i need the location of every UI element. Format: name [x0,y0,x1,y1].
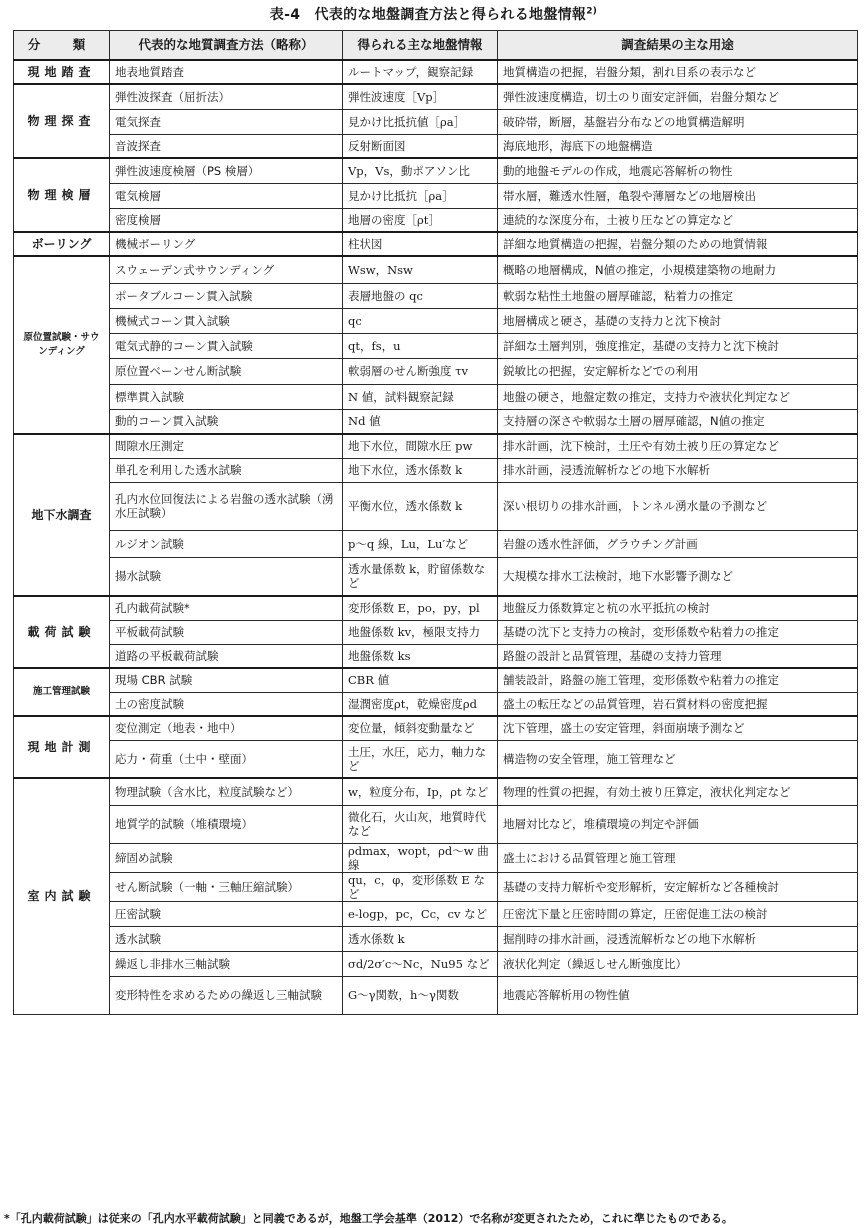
method-cell: 弾性波探査（屈折法） [110,84,343,109]
method-cell: 孔内水位回復法による岩盤の透水試験（湧水圧試験） [110,482,343,530]
table-row [14,283,858,308]
method-cell: 繰返し非排水三軸試験 [110,951,343,976]
use-cell: 深い根切りの排水計画，トンネル湧水量の予測など [498,482,858,530]
method-cell: 電気探査 [110,109,343,134]
table-row [14,644,858,668]
category-cell: 現地踏査 [14,60,110,84]
category-cell: ボーリング [14,232,110,256]
table-row [14,183,858,208]
use-cell: 沈下管理，盛土の安定管理，斜面崩壊予測など [498,716,858,740]
use-cell: 軟弱な粘性土地盤の層厚確認，粘着力の推定 [498,283,858,308]
table-row [14,482,858,530]
method-cell: 孔内載荷試験* [110,596,343,620]
table-row [14,358,858,384]
table-row [14,716,858,740]
table-row [14,740,858,778]
method-cell: 変形特性を求めるための繰返し三軸試験 [110,976,343,1014]
use-cell: 詳細な土層判別，強度推定，基礎の支持力と沈下検討 [498,333,858,358]
info-cell: G〜γ関数，h〜γ関数 [343,976,498,1014]
info-cell: 地下水位，透水係数 k [343,458,498,482]
use-cell: 構造物の安全管理，施工管理など [498,740,858,778]
method-cell: ルジオン試験 [110,530,343,557]
info-cell: 地盤係数 kv，極限支持力 [343,620,498,644]
title-reference: 2) [586,6,598,17]
table-row [14,256,858,283]
method-cell: 平板載荷試験 [110,620,343,644]
category-cell: 原位置試験・サウンディング [14,256,110,434]
table-row [14,805,858,843]
category-cell: 施工管理試験 [14,668,110,716]
table-row [14,458,858,482]
info-cell: 地下水位，間隙水圧 pw [343,434,498,458]
method-cell: 音波探査 [110,134,343,158]
table-row [14,208,858,232]
category-cell: 室内試験 [14,778,110,1014]
use-cell: 連続的な深度分布，土被り圧などの算定など [498,208,858,232]
use-cell: 盛土における品質管理と施工管理 [498,843,858,872]
info-cell: 表層地盤の qc [343,283,498,308]
category-cell: 載荷試験 [14,596,110,668]
table-title-text: 表-4 代表的な地盤調査方法と得られる地盤情報 [269,7,587,23]
info-cell: 弾性波速度［Vp］ [343,84,498,109]
info-cell: 柱状図 [343,232,498,256]
method-cell: 機械式コーン貫入試験 [110,308,343,333]
info-cell: 微化石，火山灰，地質時代など [343,805,498,843]
info-cell: ρdmax，wopt，ρd〜w 曲線 [343,843,498,872]
method-cell: 道路の平板載荷試験 [110,644,343,668]
table-row [14,134,858,158]
category-cell: 現地計測 [14,716,110,778]
table-row [14,668,858,692]
info-cell: 地盤係数 ks [343,644,498,668]
use-cell: 物理的性質の把握，有効土被り圧算定，液状化判定など [498,778,858,805]
use-cell: 圧密沈下量と圧密時間の算定，圧密促進工法の検討 [498,901,858,926]
table-body [14,60,858,1014]
method-cell: 変位測定（地表・地中） [110,716,343,740]
use-cell: 動的地盤モデルの作成，地震応答解析の物性 [498,158,858,183]
survey-methods-table [13,30,858,1015]
table-row [14,84,858,109]
method-cell: 物理試験（含水比，粒度試験など） [110,778,343,805]
method-cell: 電気検層 [110,183,343,208]
use-cell: 破砕帯，断層，基盤岩分布などの地質構造解明 [498,109,858,134]
method-cell: 地表地質踏査 [110,60,343,84]
category-cell: 地下水調査 [14,434,110,596]
info-cell: qt，fs，u [343,333,498,358]
use-cell: 基礎の支持力解析や変形解析，安定解析など各種検討 [498,872,858,901]
use-cell: 概略の地層構成，N値の推定，小規模建築物の地耐力 [498,256,858,283]
info-cell: 湿潤密度ρt，乾燥密度ρd [343,692,498,716]
use-cell: 海底地形，海底下の地盤構造 [498,134,858,158]
method-cell: 現場 CBR 試験 [110,668,343,692]
use-cell: 帯水層，難透水性層，亀裂や薄層などの地層検出 [498,183,858,208]
method-cell: 原位置ベーンせん断試験 [110,358,343,384]
table-row [14,232,858,256]
table-row [14,60,858,84]
category-cell: 物理検層 [14,158,110,232]
method-cell: スウェーデン式サウンディング [110,256,343,283]
method-cell: 間隙水圧測定 [110,434,343,458]
info-cell: σd/2σ′c〜Nc，Nu95 など [343,951,498,976]
use-cell: 支持層の深さや軟弱な土層の層厚確認，N値の推定 [498,409,858,434]
header-category: 分 類 [14,31,110,61]
category-cell: 物理探査 [14,84,110,158]
use-cell: 地層構成と硬さ，基礎の支持力と沈下検討 [498,308,858,333]
use-cell: 詳細な地質構造の把握，岩盤分類のための地質情報 [498,232,858,256]
table-row [14,778,858,805]
info-cell: 土圧，水圧，応力，軸力など [343,740,498,778]
table-row [14,308,858,333]
table-row [14,620,858,644]
table-row [14,901,858,926]
use-cell: 舗装設計，路盤の施工管理，変形係数や粘着力の推定 [498,668,858,692]
method-cell: 地質学的試験（堆積環境） [110,805,343,843]
method-cell: 電気式静的コーン貫入試験 [110,333,343,358]
footnote: *「孔内載荷試験」は従来の「孔内水平載荷試験」と同義であるが，地盤工学会基準（2012）で名称が変更されたため，これに準じたものである。 [4,1212,733,1225]
table-row [14,926,858,951]
method-cell: 応力・荷重（土中・壁面） [110,740,343,778]
use-cell: 基礎の沈下と支持力の検討，変形係数や粘着力の推定 [498,620,858,644]
use-cell: 鋭敏比の把握，安定解析などでの利用 [498,358,858,384]
method-cell: 土の密度試験 [110,692,343,716]
info-cell: 変形係数 E，po，py，pl [343,596,498,620]
info-cell: Nd 値 [343,409,498,434]
method-cell: 動的コーン貫入試験 [110,409,343,434]
method-cell: 弾性波速度検層（PS 検層） [110,158,343,183]
method-cell: 標準貫入試験 [110,384,343,409]
info-cell: ルートマップ，観察記録 [343,60,498,84]
header-row [14,31,858,61]
table-title [0,4,867,24]
use-cell: 液状化判定（繰返しせん断強度比） [498,951,858,976]
header-use: 調査結果の主な用途 [498,31,858,61]
table-row [14,409,858,434]
info-cell: 地層の密度［ρt］ [343,208,498,232]
use-cell: 盛土の転圧などの品質管理，岩石質材料の密度把握 [498,692,858,716]
table-row [14,872,858,901]
use-cell: 路盤の設計と品質管理，基礎の支持力管理 [498,644,858,668]
method-cell: 機械ボーリング [110,232,343,256]
info-cell: w，粒度分布，Ip，ρt など [343,778,498,805]
header-info: 得られる主な地盤情報 [343,31,498,61]
use-cell: 掘削時の排水計画，浸透流解析などの地下水解析 [498,926,858,951]
use-cell: 弾性波速度構造，切土のり面安定評価，岩盤分類など [498,84,858,109]
info-cell: 変位量，傾斜変動量など [343,716,498,740]
table-row [14,692,858,716]
use-cell: 地層対比など，堆積環境の判定や評価 [498,805,858,843]
info-cell: Wsw，Nsw [343,256,498,283]
table-row [14,158,858,183]
info-cell: p〜q 線，Lu，Lu′など [343,530,498,557]
info-cell: N 値，試料観察記録 [343,384,498,409]
use-cell: 地盤の硬さ，地盤定数の推定，支持力や液状化判定など [498,384,858,409]
use-cell: 地質構造の把握，岩盤分類，割れ目系の表示など [498,60,858,84]
method-cell: 締固め試験 [110,843,343,872]
info-cell: qc [343,308,498,333]
method-cell: 圧密試験 [110,901,343,926]
info-cell: 平衡水位，透水係数 k [343,482,498,530]
info-cell: CBR 値 [343,668,498,692]
table-row [14,596,858,620]
info-cell: 透水量係数 k，貯留係数など [343,557,498,596]
table-row [14,557,858,596]
info-cell: e-logp，pc，Cc，cv など [343,901,498,926]
table-row [14,384,858,409]
table-row [14,530,858,557]
use-cell: 地震応答解析用の物性値 [498,976,858,1014]
use-cell: 地盤反力係数算定と杭の水平抵抗の検討 [498,596,858,620]
method-cell: せん断試験（一軸・三軸圧縮試験） [110,872,343,901]
method-cell: 揚水試験 [110,557,343,596]
info-cell: 軟弱層のせん断強度 τv [343,358,498,384]
info-cell: 透水係数 k [343,926,498,951]
table-row [14,951,858,976]
info-cell: qu，c，φ，変形係数 E など [343,872,498,901]
header-method: 代表的な地質調査方法（略称） [110,31,343,61]
table-row [14,843,858,872]
use-cell: 排水計画，浸透流解析などの地下水解析 [498,458,858,482]
table-row [14,976,858,1014]
table-row [14,434,858,458]
method-cell: 単孔を利用した透水試験 [110,458,343,482]
info-cell: 反射断面図 [343,134,498,158]
use-cell: 排水計画，沈下検討，土圧や有効土被り圧の算定など [498,434,858,458]
info-cell: 見かけ比抵抗［ρa］ [343,183,498,208]
table-row [14,333,858,358]
info-cell: Vp，Vs，動ポアソン比 [343,158,498,183]
table-row [14,109,858,134]
info-cell: 見かけ比抵抗値［ρa］ [343,109,498,134]
use-cell: 岩盤の透水性評価，グラウチング計画 [498,530,858,557]
method-cell: 密度検層 [110,208,343,232]
method-cell: 透水試験 [110,926,343,951]
use-cell: 大規模な排水工法検討，地下水影響予測など [498,557,858,596]
method-cell: ポータブルコーン貫入試験 [110,283,343,308]
